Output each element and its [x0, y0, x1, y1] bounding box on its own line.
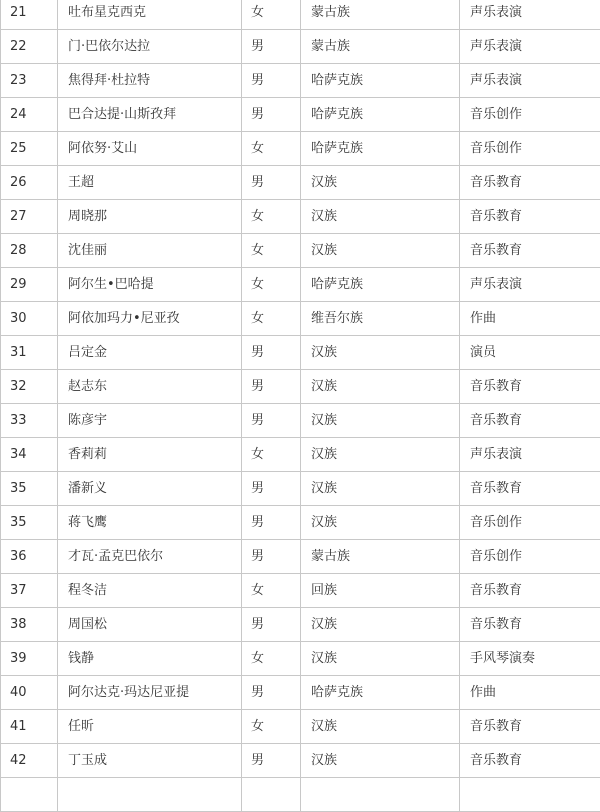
cell-ethnicity: 哈萨克族: [301, 64, 460, 98]
table-row: [1, 472, 600, 506]
cell-major: 声乐表演: [460, 30, 600, 64]
cell-major: 手风琴演奏: [460, 642, 600, 676]
cell-major: 音乐创作: [460, 98, 600, 132]
cell-major: 音乐教育: [460, 710, 600, 744]
table-row: [1, 438, 600, 472]
cell-number: 35: [1, 506, 58, 540]
table-row: [1, 574, 600, 608]
cell-major: 音乐创作: [460, 540, 600, 574]
cell-number: 24: [1, 98, 58, 132]
cell-major: 音乐创作: [460, 506, 600, 540]
roster-table-body: [1, 0, 600, 812]
cell-gender: 女: [242, 710, 301, 744]
cell-gender: 男: [242, 98, 301, 132]
cell-ethnicity: 哈萨克族: [301, 132, 460, 166]
cell-gender: [242, 778, 301, 812]
cell-name: 吕定金: [58, 336, 242, 370]
cell-name: 沈佳丽: [58, 234, 242, 268]
cell-name: 丁玉成: [58, 744, 242, 778]
cell-gender: 女: [242, 438, 301, 472]
cell-gender: 男: [242, 506, 301, 540]
cell-ethnicity: 哈萨克族: [301, 676, 460, 710]
cell-ethnicity: 维吾尔族: [301, 302, 460, 336]
cell-gender: 女: [242, 574, 301, 608]
cell-name: 陈彦宇: [58, 404, 242, 438]
cell-name: 门·巴依尔达拉: [58, 30, 242, 64]
cell-name: 蒋飞鹰: [58, 506, 242, 540]
table-row: [1, 540, 600, 574]
cell-gender: 女: [242, 302, 301, 336]
cell-number: 39: [1, 642, 58, 676]
cell-gender: 女: [242, 132, 301, 166]
cell-ethnicity: 蒙古族: [301, 0, 460, 30]
cell-ethnicity: [301, 778, 460, 812]
cell-ethnicity: 汉族: [301, 370, 460, 404]
cell-name: 钱静: [58, 642, 242, 676]
cell-major: 音乐教育: [460, 472, 600, 506]
table-row: [1, 64, 600, 98]
cell-ethnicity: 哈萨克族: [301, 98, 460, 132]
cell-ethnicity: 汉族: [301, 234, 460, 268]
cell-name: 阿尔生•巴哈提: [58, 268, 242, 302]
cell-number: 34: [1, 438, 58, 472]
cell-ethnicity: 汉族: [301, 166, 460, 200]
cell-number: 35: [1, 472, 58, 506]
cell-ethnicity: 汉族: [301, 506, 460, 540]
cell-number: [1, 778, 58, 812]
cell-gender: 女: [242, 268, 301, 302]
cell-number: 37: [1, 574, 58, 608]
cell-gender: 男: [242, 64, 301, 98]
cell-ethnicity: 汉族: [301, 744, 460, 778]
cell-number: 22: [1, 30, 58, 64]
cell-major: [460, 778, 600, 812]
cell-name: 焦得拜·杜拉特: [58, 64, 242, 98]
table-row: [1, 608, 600, 642]
cell-number: 28: [1, 234, 58, 268]
cell-gender: 男: [242, 676, 301, 710]
cell-ethnicity: 汉族: [301, 608, 460, 642]
cell-ethnicity: 汉族: [301, 336, 460, 370]
cell-name: 任昕: [58, 710, 242, 744]
cell-ethnicity: 汉族: [301, 200, 460, 234]
cell-ethnicity: 汉族: [301, 472, 460, 506]
table-row: [1, 132, 600, 166]
cell-ethnicity: 蒙古族: [301, 540, 460, 574]
table-row: [1, 0, 600, 30]
cell-major: 音乐教育: [460, 404, 600, 438]
cell-name: 香莉莉: [58, 438, 242, 472]
cell-gender: 女: [242, 642, 301, 676]
cell-number: 25: [1, 132, 58, 166]
table-row: [1, 200, 600, 234]
cell-ethnicity: 汉族: [301, 642, 460, 676]
table-row: [1, 336, 600, 370]
cell-major: 声乐表演: [460, 268, 600, 302]
table-row: [1, 268, 600, 302]
cell-name: 程冬洁: [58, 574, 242, 608]
cell-number: 32: [1, 370, 58, 404]
table-row: [1, 234, 600, 268]
cell-gender: 女: [242, 0, 301, 30]
table-row: [1, 166, 600, 200]
cell-ethnicity: 回族: [301, 574, 460, 608]
cell-gender: 女: [242, 200, 301, 234]
table-row: [1, 302, 600, 336]
cell-name: 阿依加玛力•尼亚孜: [58, 302, 242, 336]
cell-number: 27: [1, 200, 58, 234]
cell-major: 演员: [460, 336, 600, 370]
cell-major: 声乐表演: [460, 438, 600, 472]
cell-major: 作曲: [460, 302, 600, 336]
cell-number: 42: [1, 744, 58, 778]
table-row: [1, 710, 600, 744]
cell-major: 音乐教育: [460, 166, 600, 200]
cell-gender: 男: [242, 608, 301, 642]
cell-name: 周晓那: [58, 200, 242, 234]
cell-major: 音乐创作: [460, 132, 600, 166]
cell-gender: 男: [242, 540, 301, 574]
cell-major: 声乐表演: [460, 0, 600, 30]
cell-ethnicity: 哈萨克族: [301, 268, 460, 302]
cell-number: 23: [1, 64, 58, 98]
cell-number: 41: [1, 710, 58, 744]
cell-ethnicity: 汉族: [301, 404, 460, 438]
cell-number: 21: [1, 0, 58, 30]
cell-number: 36: [1, 540, 58, 574]
cell-gender: 男: [242, 404, 301, 438]
cell-gender: 男: [242, 336, 301, 370]
cell-number: 30: [1, 302, 58, 336]
cell-number: 31: [1, 336, 58, 370]
cell-number: 26: [1, 166, 58, 200]
table-row: [1, 404, 600, 438]
cell-major: 音乐教育: [460, 574, 600, 608]
cell-major: 音乐教育: [460, 370, 600, 404]
table-row: [1, 370, 600, 404]
table-row: [1, 642, 600, 676]
cell-gender: 女: [242, 234, 301, 268]
cell-name: 才瓦·孟克巴依尔: [58, 540, 242, 574]
cell-number: 40: [1, 676, 58, 710]
cell-gender: 男: [242, 744, 301, 778]
cell-name: 赵志东: [58, 370, 242, 404]
cell-name: 巴合达提·山斯孜拜: [58, 98, 242, 132]
cell-gender: 男: [242, 166, 301, 200]
table-row: [1, 778, 600, 812]
cell-gender: 男: [242, 472, 301, 506]
cell-major: 音乐教育: [460, 200, 600, 234]
table-row: [1, 30, 600, 64]
cell-name: 吐布星克西克: [58, 0, 242, 30]
cell-major: 声乐表演: [460, 64, 600, 98]
cell-number: 38: [1, 608, 58, 642]
cell-gender: 男: [242, 30, 301, 64]
cell-name: [58, 778, 242, 812]
cell-name: 潘新义: [58, 472, 242, 506]
table-row: [1, 744, 600, 778]
cell-name: 阿依努·艾山: [58, 132, 242, 166]
cell-number: 33: [1, 404, 58, 438]
cell-major: 音乐教育: [460, 608, 600, 642]
cell-name: 周国松: [58, 608, 242, 642]
cell-number: 29: [1, 268, 58, 302]
cell-ethnicity: 汉族: [301, 710, 460, 744]
table-row: [1, 676, 600, 710]
cell-major: 音乐教育: [460, 234, 600, 268]
cell-name: 王超: [58, 166, 242, 200]
table-row: [1, 506, 600, 540]
cell-ethnicity: 汉族: [301, 438, 460, 472]
cell-name: 阿尔达克·玛达尼亚提: [58, 676, 242, 710]
cell-ethnicity: 蒙古族: [301, 30, 460, 64]
cell-gender: 男: [242, 370, 301, 404]
table-row: [1, 98, 600, 132]
cell-major: 作曲: [460, 676, 600, 710]
cell-major: 音乐教育: [460, 744, 600, 778]
